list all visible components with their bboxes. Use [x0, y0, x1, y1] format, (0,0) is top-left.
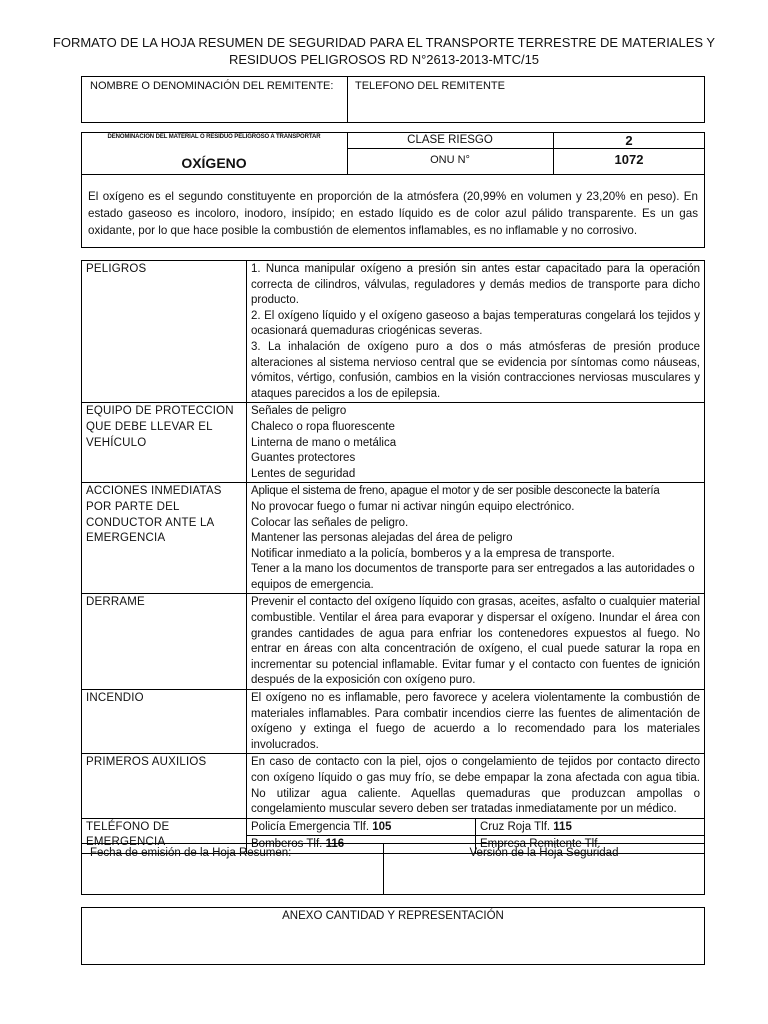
- onu-value: 1072: [614, 152, 644, 167]
- list-item: Notificar inmediato a la policía, bomberos y a la empresa de transporte.: [251, 547, 615, 560]
- list-item: Tener a la mano los documentos de transporte para ser entregados a las autoridades o equipos de emergencia.: [251, 563, 695, 591]
- incendio-label: INCENDIO: [82, 690, 247, 754]
- list-item: Mantener las personas alejadas del área de peligro: [251, 532, 513, 545]
- cruz-cell: [476, 818, 705, 836]
- table-row: [82, 690, 705, 754]
- annex-label: ANEXO CANTIDAD Y REPRESENTACIÓN: [282, 910, 504, 922]
- auxilios-content: En caso de contacto con la piel, ojos o congelamiento de tejidos por contacto directo con oxígeno líquido o gas muy frío, se debe empapar la zona afectada con agua tibia. No utilizar agua caliente. Aquellas quemaduras que produzcan ampollas o congelamiento muscular severo deben ser tratadas inmediatamente por un médico.: [247, 754, 705, 818]
- material-denomination-label: DENOMINACIÓN DEL MATERIAL O RESIDUO PELIGROSO A TRANSPORTAR: [107, 134, 321, 140]
- telefono-label: TELÉFONO DE EMERGENCIA: [82, 818, 247, 853]
- derrame-content: Prevenir el contacto del oxígeno líquido con grasas, aceites, asfalto o cualquier material combustible. Ventilar el área para evaporar y dispersar el oxígeno. Inundar el área con grandes cantidades de agua para enfriar los contenedores expuestos al fuego. No entrar en áreas con alta concentración de oxígeno, el cual puede saturar la ropa en incrementar su potencial inflamable. Evitar fumar y el contacto con fuentes de ignición después de la exposición con oxígeno puro.: [247, 594, 705, 690]
- list-item: Guantes protectores: [251, 452, 356, 465]
- title-line-1: FORMATO DE LA HOJA RESUMEN DE SEGURIDAD PARA EL TRANSPORTE TERRESTRE DE MATERIALES Y: [52, 35, 716, 50]
- policia-cell: [247, 818, 476, 836]
- table-row: [82, 594, 705, 690]
- auxilios-label: PRIMEROS AUXILIOS: [82, 754, 247, 818]
- version-label: Versión de la Hoja Seguridad: [469, 847, 619, 859]
- material-name: OXÍGENO: [181, 155, 247, 171]
- list-item: Lentes de seguridad: [251, 467, 356, 480]
- bomberos-label: Bomberos Tlf.: [251, 838, 323, 851]
- safety-table: [81, 260, 705, 854]
- risk-class-label: CLASE RIESGO: [407, 134, 493, 146]
- list-item: Chaleco o ropa fluorescente: [251, 420, 395, 433]
- list-item: 2. El oxígeno líquido y el oxígeno gaseoso a bajas temperaturas congelará los tejidos y ocasionará quemaduras criogénicas severas.: [251, 309, 700, 338]
- list-item: No provocar fuego o fumar ni activar ningún equipo electrónico.: [251, 500, 575, 513]
- acciones-content: [247, 483, 705, 594]
- peligros-content: [247, 261, 705, 403]
- empresa-label: Empresa Remitente Tlf.: [480, 838, 601, 851]
- list-item: Señales de peligro: [251, 405, 347, 418]
- table-row: [82, 403, 705, 483]
- title-line-2: RESIDUOS PELIGROSOS RD N°2613-2013-MTC/15: [228, 52, 540, 67]
- sender-name-label: NOMBRE O DENOMINACIÓN DEL REMITENTE:: [90, 80, 334, 92]
- policia-value: 105: [372, 820, 392, 833]
- list-item: Linterna de mano o metálica: [251, 436, 397, 449]
- sender-phone-label: TELEFONO DEL REMITENTE: [355, 80, 505, 92]
- risk-class-value: 2: [625, 133, 633, 148]
- peligros-label: PELIGROS: [82, 261, 247, 403]
- table-row: [82, 818, 705, 836]
- list-item: 3. La inhalación de oxígeno puro a dos o más atmósferas de presión produce alteraciones al sistema nervioso central que se evidencia por síntomas como náuseas, vómitos, vértigo, confusión, cambios en la visión contracciones nerviosas musculares y ataques parecidos a los de epilepsia.: [251, 340, 700, 400]
- table-row: [82, 261, 705, 403]
- cruz-label: Cruz Roja Tlf.: [480, 820, 551, 833]
- equipo-content: [247, 403, 705, 483]
- table-row: [82, 754, 705, 818]
- material-description: El oxígeno es el segundo constituyente en proporción de la atmósfera (20,99% en volumen y 23,20% en peso). En estado gaseoso es incoloro, inodoro, insípido; en estado líquido es de color azul pálido transparente. Es un gas oxidante, por lo que hace posible la combustión de elementos inflamables, es no inflamable y no corrosivo.: [88, 190, 698, 237]
- table-row: [82, 483, 705, 594]
- equipo-label: EQUIPO DE PROTECCION QUE DEBE LLEVAR EL VEHÍCULO: [82, 403, 247, 483]
- acciones-label: ACCIONES INMEDIATAS POR PARTE DEL CONDUCTOR ANTE LA EMERGENCIA: [82, 483, 247, 594]
- policia-label: Policía Emergencia Tlf.: [251, 820, 370, 833]
- list-item: Aplique el sistema de freno, apague el motor y de ser posible desconecte la batería: [251, 485, 660, 498]
- bomberos-value: 116: [325, 838, 345, 851]
- incendio-content: El oxígeno no es inflamable, pero favorece y acelera violentamente la combustión de materiales inflamables. Para combatir incendios cierre las fuentes de alimentación de oxígeno y extinga el fuego de acuerdo a lo recomendado para los materiales involucrados.: [247, 690, 705, 754]
- onu-label: ONU N°: [430, 154, 470, 166]
- list-item: 1. Nunca manipular oxígeno a presión sin antes estar capacitado para la operación correcta de cilindros, válvulas, reguladores y demás medios de transporte para dicho producto.: [251, 263, 700, 307]
- derrame-label: DERRAME: [82, 594, 247, 690]
- cruz-value: 115: [553, 820, 572, 833]
- emission-date-label: Fecha de emisión de la Hoja Resumen:: [90, 847, 292, 859]
- list-item: Colocar las señales de peligro.: [251, 516, 409, 529]
- document-title: [40, 34, 728, 68]
